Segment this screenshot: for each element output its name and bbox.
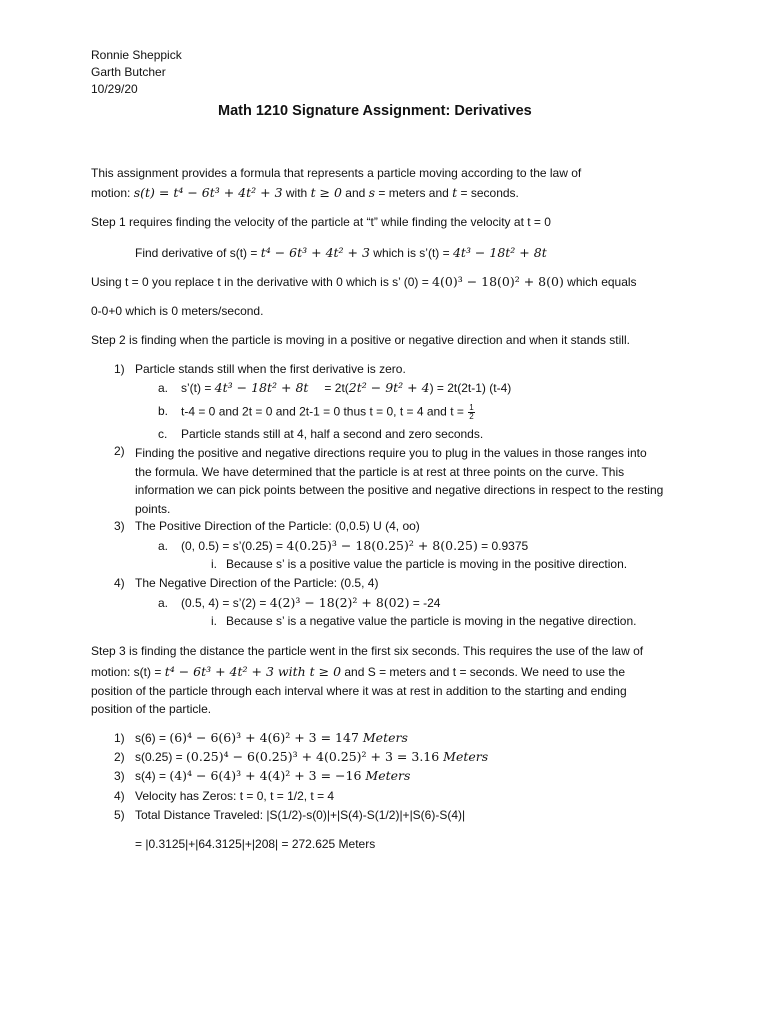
step1-deriv-label: Find derivative of s(t) = — [135, 246, 261, 260]
step3-item2 — [135, 749, 488, 766]
item3a-lhs: (0, 0.5) = s’(0.25) = — [181, 539, 287, 553]
list-number: 4) — [114, 576, 125, 590]
step3-rest: and S = meters and t = seconds. We need to use the — [341, 665, 626, 679]
item-lhs: s(0.25) = — [135, 750, 187, 764]
step3-poly: t⁴ − 6t³ + 4t² + 3 — [164, 664, 274, 679]
page-title: Math 1210 Signature Assignment: Derivatives — [218, 103, 532, 119]
intro-eq-meters: = meters and — [375, 186, 453, 200]
item1a-expr: 4t³ − 18t² + 8t — [214, 380, 309, 395]
list-number: 5) — [114, 808, 125, 822]
list-number: 3) — [114, 769, 125, 783]
step2-item2-text: Finding the positive and negative directions require you to plug in the values in those ranges into the formula. We have determined that the particle is at rest at three points on the curve. This information we can pick points between the positive and negative directions in respect to the resting points. — [135, 446, 664, 516]
list-letter: a. — [158, 381, 169, 395]
list-letter: a. — [158, 596, 169, 610]
author-name-2: Garth Butcher — [91, 65, 166, 79]
item-unit: Meters — [362, 730, 408, 745]
step3-item4-text: Velocity has Zeros: t = 0, t = 1/2, t = 4 — [135, 789, 335, 803]
fraction-numerator: 1 — [469, 403, 474, 412]
item1b-text: t-4 = 0 and 2t = 0 and 2t-1 = 0 thus t = 0, t = 4 and t = — [181, 404, 468, 419]
item-expr: (4)⁴ − 6(4)³ + 4(4)² + 3 = −16 — [169, 768, 366, 783]
step3-item5-text: Total Distance Traveled: |S(1/2)-s(0)|+|S(4)-S(1/2)|+|S(6)-S(4)| — [135, 808, 466, 822]
list-roman: i. — [211, 557, 217, 571]
list-roman: i. — [211, 614, 217, 628]
step2-item1-text: Particle stands still when the first derivative is zero. — [135, 362, 406, 376]
list-number: 2) — [114, 444, 125, 458]
step1-using-equals: which equals — [563, 275, 637, 289]
intro-poly: t⁴ − 6t³ + 4t² + 3 — [173, 185, 283, 200]
step1-result-line: 0-0+0 which is 0 meters/second. — [91, 304, 264, 318]
list-number: 2) — [114, 750, 125, 764]
list-number: 1) — [114, 362, 125, 376]
item4a-lhs: (0.5, 4) = s’(2) = — [181, 596, 270, 610]
step3-item1 — [135, 730, 408, 747]
one-half-fraction — [468, 404, 474, 421]
intro-s-of-t: s(t) = — [133, 185, 174, 200]
item4a-expr: 4(2)³ − 18(2)² + 8(02) — [269, 595, 410, 610]
step2-item3ai-text: Because s’ is a positive value the particle is moving in the positive direction. — [226, 557, 628, 571]
intro-and: and — [341, 186, 369, 200]
step3-line-1: Step 3 is finding the distance the particle went in the first six seconds. This requires the use of the law of — [91, 644, 644, 658]
item3a-expr: 4(0.25)³ − 18(0.25)² + 8(0.25) — [286, 538, 478, 553]
step2-item1b — [181, 404, 476, 421]
step1-deriv-which: which is s’(t) = — [369, 246, 453, 260]
intro-eq-seconds: = seconds. — [457, 186, 519, 200]
item-lhs: s(4) = — [135, 769, 170, 783]
item1a-mid: = 2t( — [324, 381, 349, 395]
step3-line-3: position of the particle through each interval where it was at rest in addition to the starting and ending — [91, 684, 627, 698]
intro-motion-label: motion: — [91, 186, 134, 200]
list-letter: b. — [158, 404, 169, 418]
list-number: 4) — [114, 789, 125, 803]
step2-text: Step 2 is finding when the particle is moving in a positive or negative direction and when it stands still. — [91, 333, 630, 347]
step2-item3-text: The Positive Direction of the Particle: (0,0.5) U (4, oo) — [135, 519, 420, 533]
step2-item4-text: The Negative Direction of the Particle: (0.5, 4) — [135, 576, 379, 590]
intro-line-1: This assignment provides a formula that represents a particle moving according to the law of — [91, 166, 582, 180]
intro-cond: t ≥ 0 — [310, 185, 342, 200]
fraction-denominator: 2 — [469, 412, 474, 421]
step1-using-expr: 4(0)³ − 18(0)² + 8(0) — [432, 274, 564, 289]
item4a-rhs: = -24 — [409, 596, 441, 610]
list-letter: c. — [158, 427, 168, 441]
intro-line-2 — [91, 185, 519, 202]
item-unit: Meters — [443, 749, 489, 764]
step3-item3 — [135, 768, 410, 785]
step1-derivative-line — [135, 245, 547, 262]
step3-motion-label: motion: s(t) = — [91, 665, 165, 679]
step1-deriv-poly: t⁴ − 6t³ + 4t² + 3 — [260, 245, 370, 260]
step2-item4a — [181, 595, 440, 612]
item1a-lhs: s’(t) = — [181, 381, 215, 395]
step2-item3a — [181, 538, 528, 555]
step1-using-line — [91, 274, 637, 291]
step3-line-2 — [91, 664, 625, 681]
author-name-1: Ronnie Sheppick — [91, 48, 182, 62]
item-lhs: s(6) = — [135, 731, 170, 745]
step3-with-cond: with t ≥ 0 — [273, 664, 342, 679]
date: 10/29/20 — [91, 82, 138, 96]
intro-with: with — [282, 186, 311, 200]
step2-item1a — [181, 380, 511, 397]
step1-deriv-result: 4t³ − 18t² + 8t — [452, 245, 547, 260]
intro-s-var: s — [368, 185, 376, 200]
step2-item4ai-text: Because s’ is a negative value the particle is moving in the negative direction. — [226, 614, 637, 628]
intro-t-var: t — [452, 185, 458, 200]
step1-text: Step 1 requires finding the velocity of the particle at “t” while finding the velocity at t = 0 — [91, 215, 551, 229]
list-number: 1) — [114, 731, 125, 745]
step3-total-line: = |0.3125|+|64.3125|+|208| = 272.625 Meters — [135, 837, 376, 851]
item-unit: Meters — [365, 768, 411, 783]
step2-item1c: Particle stands still at 4, half a second and zero seconds. — [181, 427, 484, 441]
item1a-end: ) = 2t(2t-1) (t-4) — [429, 381, 512, 395]
step1-using-text: Using t = 0 you replace t in the derivative with 0 which is s’ (0) = — [91, 275, 433, 289]
item3a-rhs: = 0.9375 — [477, 539, 529, 553]
list-letter: a. — [158, 539, 169, 553]
step3-line-4: position of the particle. — [91, 702, 212, 716]
item-expr: (0.25)⁴ − 6(0.25)³ + 4(0.25)² + 3 = 3.16 — [186, 749, 444, 764]
item-expr: (6)⁴ − 6(6)³ + 4(6)² + 3 = 147 — [169, 730, 363, 745]
list-number: 3) — [114, 519, 125, 533]
item1a-paren: 2t² − 9t² + 4 — [348, 380, 430, 395]
